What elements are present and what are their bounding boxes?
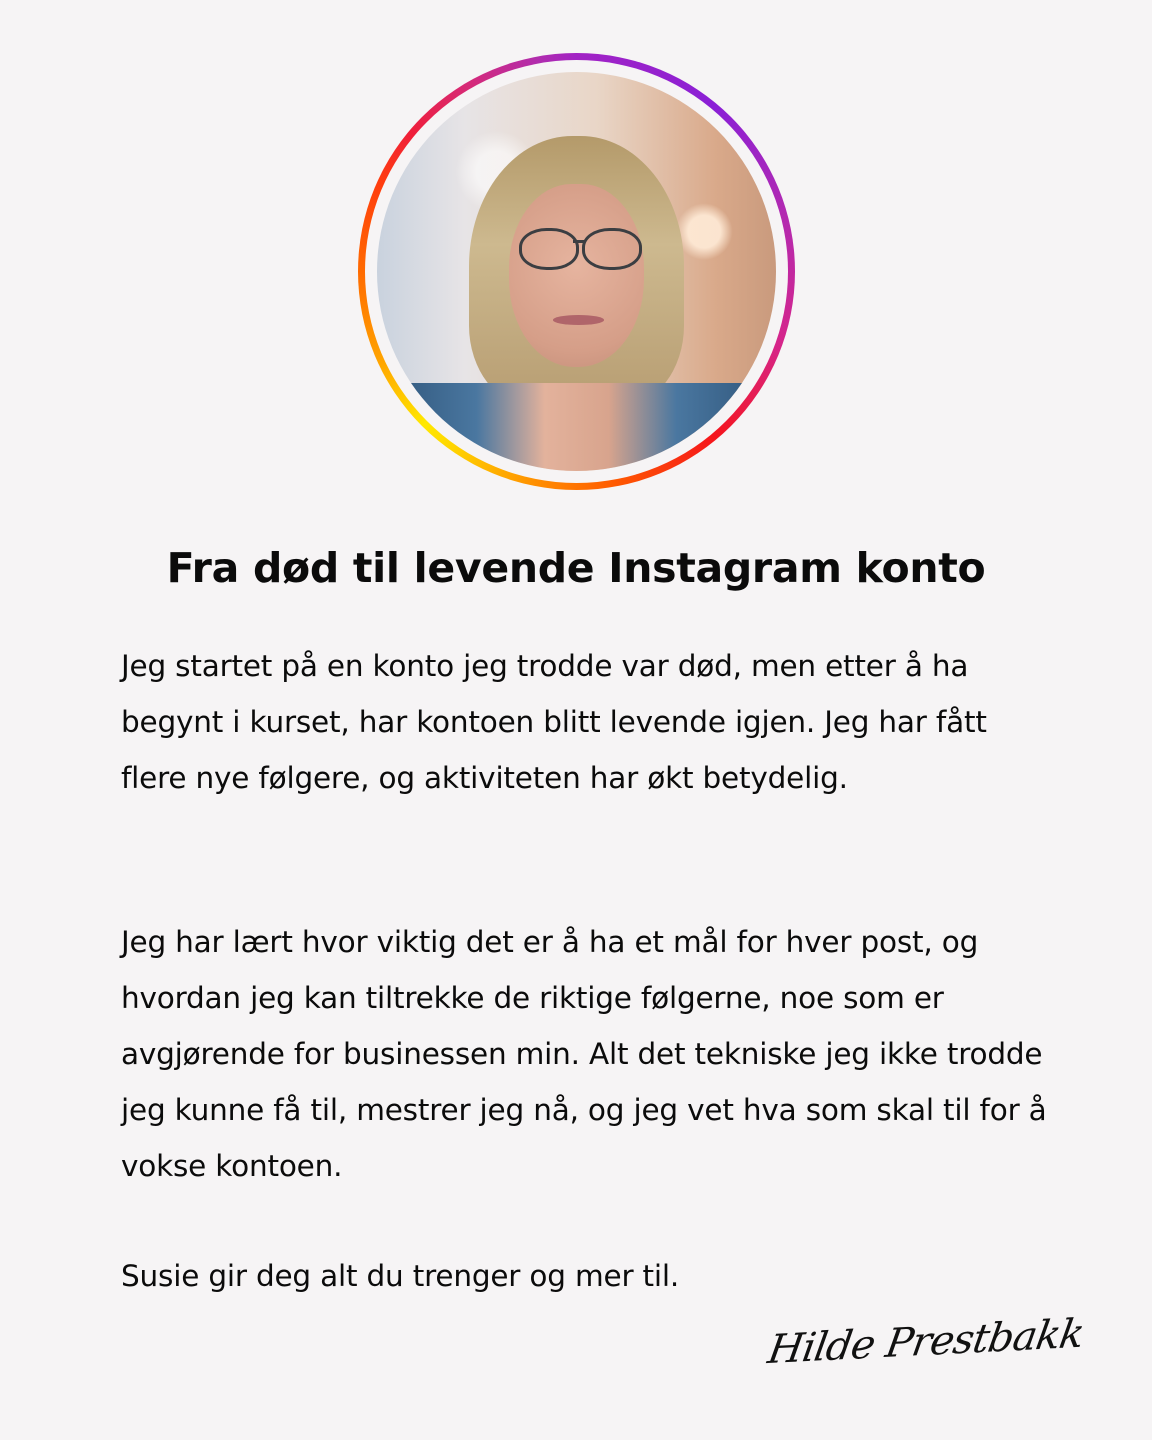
avatar-glasses-left-lens — [519, 228, 579, 270]
avatar-glasses-right-lens — [582, 228, 642, 270]
avatar-face — [509, 184, 645, 368]
avatar-photo — [377, 72, 776, 471]
testimonial-paragraph-3: Susie gir deg alt du trenger og mer til. — [121, 1259, 680, 1293]
avatar-jacket — [377, 383, 776, 471]
testimonial-paragraph-1: Jeg startet på en konto jeg trodde var død, men etter å ha begynt i kurset, har kontoen blitt levende igjen. Jeg har fått flere nye følgere, og aktiviteten har økt betydelig. — [121, 649, 987, 795]
author-signature: Hilde Prestbakk — [764, 1310, 1087, 1374]
avatar-gradient-ring — [358, 53, 795, 490]
testimonial-title: Fra død til levende Instagram konto — [166, 544, 986, 592]
testimonial-paragraph-2: Jeg har lært hvor viktig det er å ha et mål for hver post, og hvordan jeg kan tiltrekke de riktige følgerne, noe som er avgjørende for businessen min. Alt det tekniske jeg ikke trodde jeg kunne få til, mestrer jeg nå, og jeg vet hva som skal til for å vokse kontoen. — [121, 925, 1047, 1183]
avatar-glasses-bridge — [573, 240, 585, 243]
